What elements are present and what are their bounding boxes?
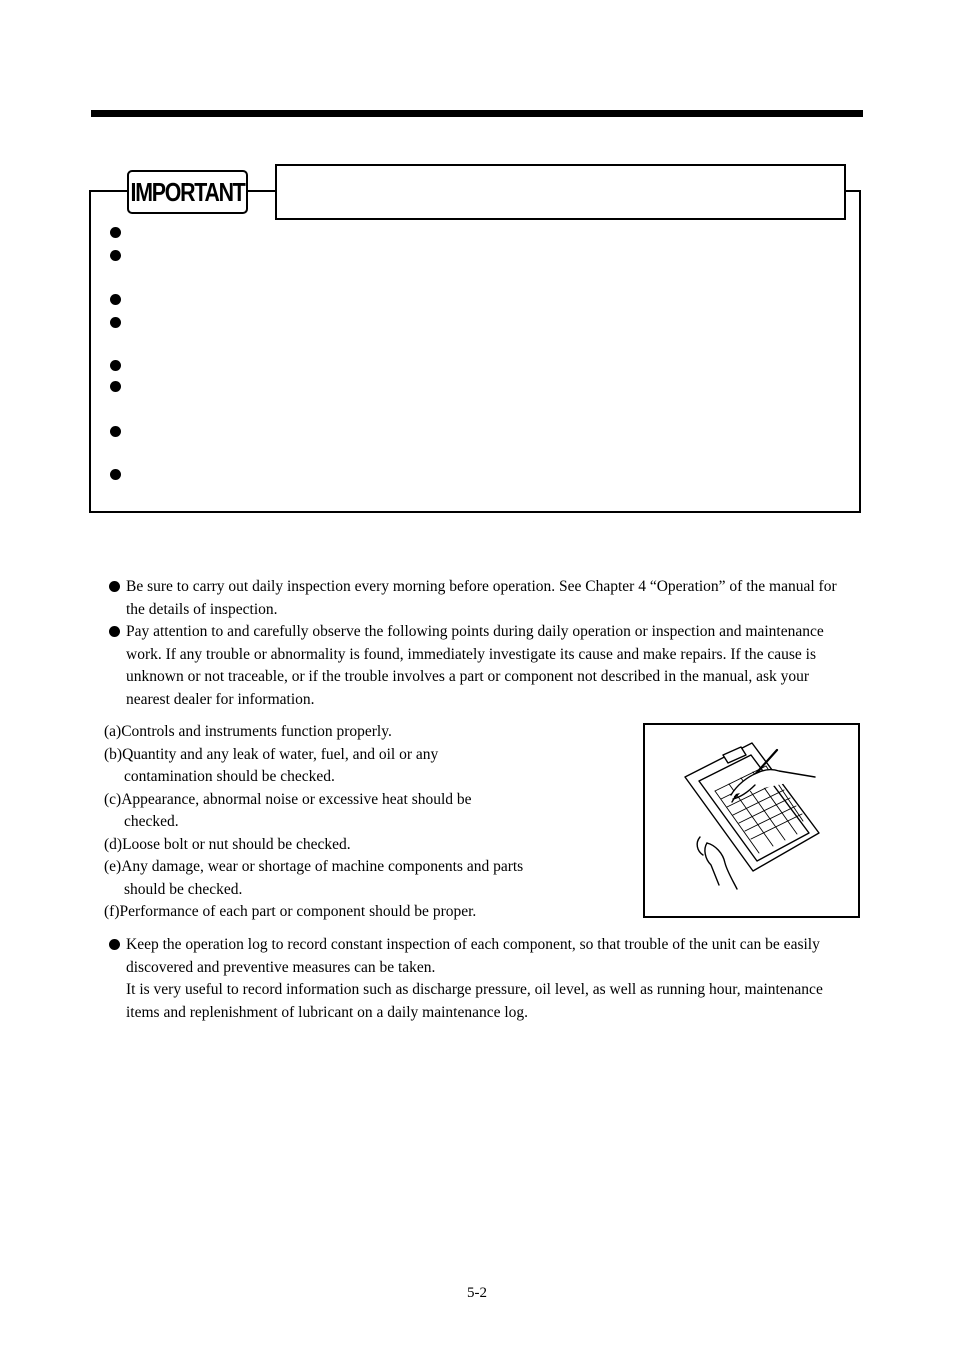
paragraph-observe-points: Pay attention to and carefully observe the following points during daily operation or inspection and maintenance work. If any trouble or abnormality is found, immediately investigate its cause and make repairs. If the cause is unknown or not traceable, or if the trouble involves a part or component not described in the manual, ask your nearest dealer for information.	[126, 621, 854, 711]
bullet-icon	[109, 939, 120, 950]
important-notice-box	[89, 190, 861, 513]
bullet-icon	[110, 360, 121, 371]
clipboard-figure	[643, 723, 860, 918]
checklist-item-e-cont: should be checked.	[124, 881, 243, 898]
checklist-item-e: (e)Any damage, wear or shortage of machine components and parts	[104, 858, 524, 875]
header-rule	[91, 110, 863, 117]
bullet-icon	[110, 426, 121, 437]
bullet-icon	[110, 227, 121, 238]
page-number: 5-2	[467, 1285, 487, 1301]
important-badge	[127, 170, 248, 214]
bullet-icon	[109, 626, 120, 637]
checklist-item-b-cont: contamination should be checked.	[124, 768, 335, 785]
bullet-icon	[110, 381, 121, 392]
bullet-icon	[110, 317, 121, 328]
bullet-icon	[110, 250, 121, 261]
paragraph-operation-log: Keep the operation log to record constant inspection of each component, so that trouble of the unit can be easily discovered and preventive measures can be taken. It is very useful to record information such as discharge pressure, oil level, as well as running hour, maintenance items and replenishment of lubricant on a daily maintenance log.	[126, 934, 854, 1024]
checklist-item-f: (f)Performance of each part or component should be proper.	[104, 903, 477, 920]
clipboard-checklist-icon	[645, 725, 858, 916]
checklist-item-a: (a)Controls and instruments function properly.	[104, 723, 392, 740]
checklist-item-d: (d)Loose bolt or nut should be checked.	[104, 836, 351, 853]
important-title-frame	[275, 164, 846, 220]
bullet-icon	[110, 294, 121, 305]
checklist-item-b: (b)Quantity and any leak of water, fuel, and oil or any	[104, 746, 439, 763]
important-label: IMPORTANT	[130, 176, 245, 207]
bullet-icon	[109, 581, 120, 592]
bullet-icon	[110, 469, 121, 480]
checklist-item-c: (c)Appearance, abnormal noise or excessive heat should be	[104, 791, 472, 808]
paragraph-daily-inspection: Be sure to carry out daily inspection every morning before operation. See Chapter 4 “Operation” of the manual for the details of inspection.	[126, 576, 854, 621]
checklist-item-c-cont: checked.	[124, 813, 179, 830]
